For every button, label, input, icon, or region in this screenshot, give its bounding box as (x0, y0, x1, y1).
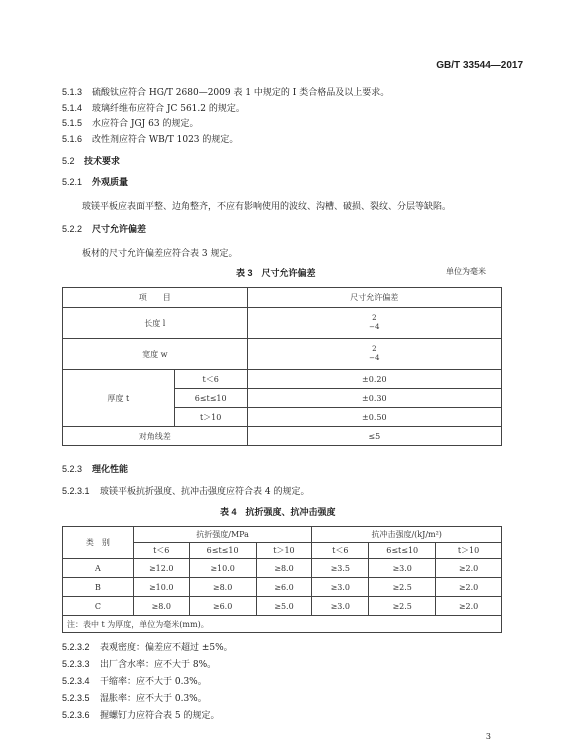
section-5-2-heading: 5.2 技术要求 (62, 156, 121, 166)
clause-5-2-3-3: 5.2.3.3 出厂含水率：应不大于 8%。 (62, 659, 217, 670)
table4-subheader: t＞10 (436, 543, 502, 559)
table4-cell: ≥6.0 (189, 597, 256, 616)
appearance-text: 玻镁平板应表面平整、边角整齐，不应有影响使用的波纹、沟槽、破损、裂纹、分层等缺陷。 (82, 202, 452, 212)
tolerance-text: 板材的尺寸允许偏差应符合表 3 规定。 (82, 249, 238, 259)
section-5-2-2-heading: 5.2.2 尺寸允许偏差 (62, 224, 147, 234)
section-5-2-1-heading: 5.2.1 外观质量 (62, 177, 129, 187)
table4-cell: ≥8.0 (133, 597, 189, 616)
table4-cell: ≥3.0 (312, 597, 369, 616)
standard-number: GB/T 33544—2017 (436, 60, 523, 71)
table3-diagonal-value: ≤5 (247, 427, 501, 446)
clause-5-1-6: 5.1.6 改性剂应符合 WB/T 1023 的规定。 (62, 134, 239, 145)
table-row (63, 559, 502, 578)
table3-length-value: 2 −4 (247, 308, 501, 339)
clause-5-1-4: 5.1.4 玻璃纤维布应符合 JC 561.2 的规定。 (62, 103, 245, 114)
clause-5-2-3-1: 5.2.3.1 玻镁平板抗折强度、抗冲击强度应符合表 4 的规定。 (62, 486, 310, 497)
table4-cell: ≥2.0 (436, 559, 502, 578)
table4-cell: ≥10.0 (189, 559, 256, 578)
table4-note: 注：表中 t 为厚度，单位为毫米(mm)。 (63, 616, 502, 633)
table4-cell: ≥5.0 (256, 597, 312, 616)
table4-cell: ≥3.5 (312, 559, 369, 578)
table4-subheader: 6≤t≤10 (369, 543, 436, 559)
table4-category: A (63, 559, 134, 578)
clause-5-2-3-5: 5.2.3.5 湿胀率：应不大于 0.3%。 (62, 693, 207, 704)
table4-cell: ≥8.0 (256, 559, 312, 578)
table4-subheader: t＞10 (256, 543, 312, 559)
table3-header-deviation: 尺寸允许偏差 (247, 288, 501, 308)
table-row (63, 578, 502, 597)
table3-thickness-label: 厚度 t (63, 370, 175, 427)
clause-5-2-3-6: 5.2.3.6 握螺钉力应符合表 5 的规定。 (62, 710, 220, 721)
table3-thickness-range: t＜6 (174, 370, 247, 389)
table4-cell: ≥2.5 (369, 578, 436, 597)
table3-thickness-range: t＞10 (174, 408, 247, 427)
page-number: 3 (485, 732, 491, 741)
table3-width-value: 2 −4 (247, 339, 501, 370)
table4-cell: ≥8.0 (189, 578, 256, 597)
table3-unit: 单位为毫米 (446, 267, 486, 276)
table3-diagonal-label: 对角线差 (63, 427, 248, 446)
table4-subheader: t＜6 (312, 543, 369, 559)
table-row (63, 597, 502, 616)
table4-category: B (63, 578, 134, 597)
table4-cell: ≥2.5 (369, 597, 436, 616)
table4-cell: ≥2.0 (436, 597, 502, 616)
table4-cell: ≥10.0 (133, 578, 189, 597)
table4-cell: ≥3.0 (312, 578, 369, 597)
table4-header-impact: 抗冲击强度/(kJ/m²) (312, 527, 502, 543)
table4-cell: ≥3.0 (369, 559, 436, 578)
table3-length-label: 长度 l (63, 308, 248, 339)
table3-thickness-range: 6≤t≤10 (174, 389, 247, 408)
table4-cell: ≥2.0 (436, 578, 502, 597)
table3-thickness-value: ±0.50 (247, 408, 501, 427)
section-5-2-3-heading: 5.2.3 理化性能 (62, 464, 129, 474)
table4-category: C (63, 597, 134, 616)
table4 (62, 526, 502, 633)
clause-5-1-3: 5.1.3 硫酸钛应符合 HG/T 2680—2009 表 1 中规定的 Ⅰ 类合格品及以上要求。 (62, 87, 390, 98)
table4-header-category: 类 别 (63, 527, 134, 559)
table3-thickness-value: ±0.20 (247, 370, 501, 389)
table4-subheader: 6≤t≤10 (189, 543, 256, 559)
table4-header-flexural: 抗折强度/MPa (133, 527, 312, 543)
table3-caption: 表 3 尺寸允许偏差 (236, 268, 316, 278)
table4-cell: ≥12.0 (133, 559, 189, 578)
table3-width-label: 宽度 w (63, 339, 248, 370)
clause-5-1-5: 5.1.5 水应符合 JGJ 63 的规定。 (62, 118, 199, 129)
table3-header-item: 项 目 (63, 288, 248, 308)
table4-subheader: t＜6 (133, 543, 189, 559)
table3 (62, 287, 502, 446)
table4-cell: ≥6.0 (256, 578, 312, 597)
table4-caption: 表 4 抗折强度、抗冲击强度 (220, 507, 336, 517)
table3-thickness-value: ±0.30 (247, 389, 501, 408)
clause-5-2-3-2: 5.2.3.2 表观密度：偏差应不超过 ±5%。 (62, 642, 233, 653)
clause-5-2-3-4: 5.2.3.4 干缩率：应不大于 0.3%。 (62, 676, 207, 687)
